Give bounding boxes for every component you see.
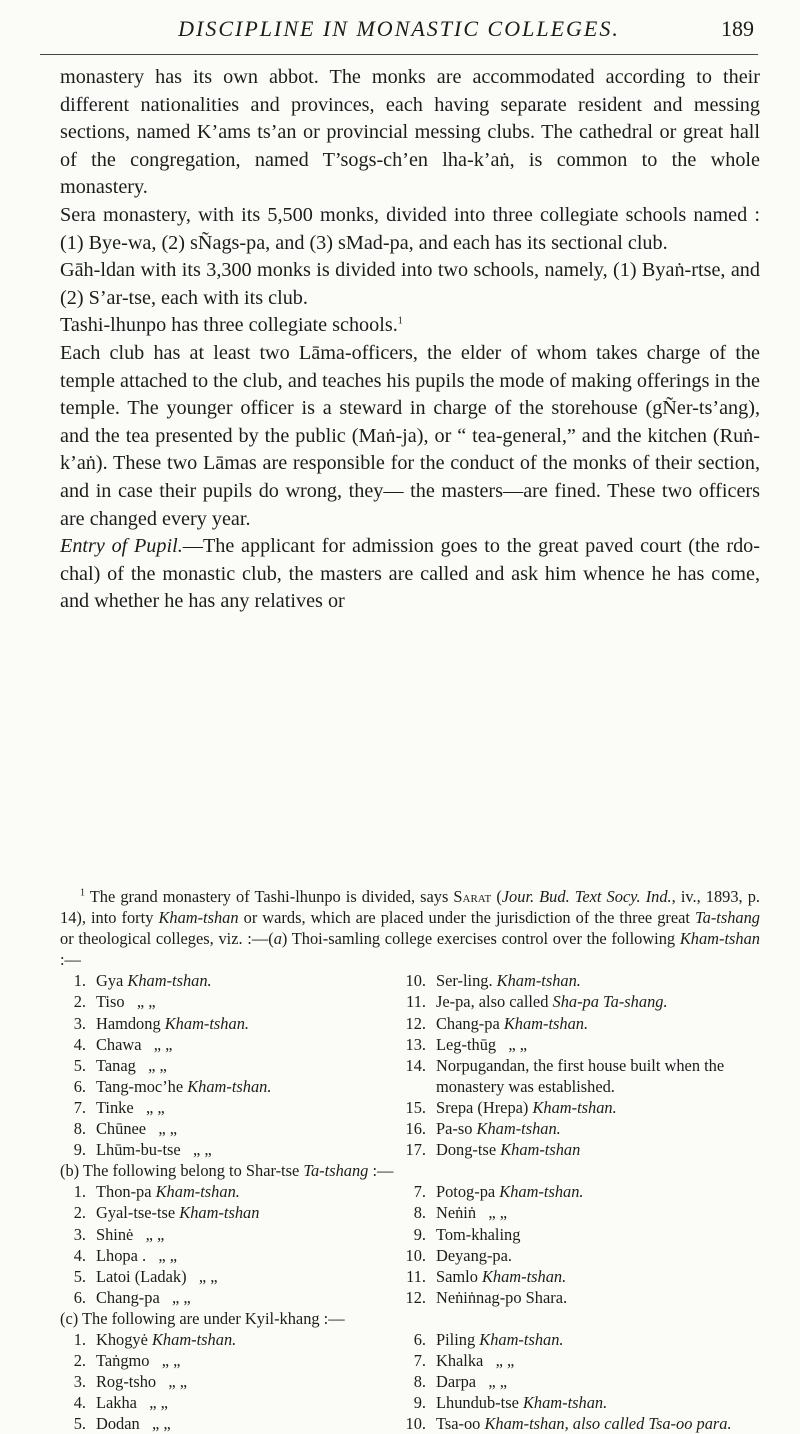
- list-item-text: [436, 1329, 760, 1350]
- list-item-name: Chang-pa: [96, 1287, 160, 1307]
- list-item-text: [96, 1224, 400, 1245]
- footnote-journal: Jour. Bud. Text Socy. Ind.: [501, 887, 672, 906]
- footnote-term: a: [273, 929, 282, 949]
- list-item-number: 6.: [413, 1329, 426, 1349]
- footnote-term: Kham-tshan: [158, 908, 239, 928]
- footnote-intro: [60, 886, 760, 970]
- list-item-number: 4.: [73, 1245, 86, 1265]
- list-item-number: 11.: [406, 992, 426, 1012]
- list-item: [400, 970, 760, 991]
- list-item-name: Thon-pa: [96, 1182, 152, 1202]
- list-item: [400, 1097, 760, 1118]
- list-item-text: [96, 1013, 400, 1034]
- list-item-text: [96, 991, 400, 1012]
- list-item-number: 12.: [405, 1013, 426, 1033]
- list-item-name: Potog-pa: [436, 1182, 496, 1202]
- list-item-text: [436, 970, 760, 991]
- paragraph-text: —The applicant for admission goes to the great paved court (the rdo-chal) of the monastic club, the masters are called and ask him whence he has come, and whether he has any relatives or: [60, 535, 760, 613]
- list-item-name: Leg-thūg: [436, 1034, 497, 1054]
- paragraph: [60, 312, 760, 340]
- list-item-name: Norpugandan, the first house built when the monastery was established.: [436, 1055, 725, 1096]
- list-item-name: Lakha: [96, 1393, 137, 1413]
- list-item-number: 5.: [73, 1266, 86, 1286]
- list-item: [60, 1076, 400, 1097]
- ditto-mark: „ „: [159, 1287, 191, 1307]
- list-item-name: Khogyė: [96, 1329, 148, 1349]
- list-item-number: 2.: [73, 992, 86, 1012]
- list-item: [400, 1266, 760, 1287]
- list-item-number: 17.: [405, 1140, 426, 1160]
- list-item-suffix: Kham-tshan: [496, 1140, 581, 1160]
- ditto-mark: „ „: [156, 1372, 188, 1392]
- list-item-text: [436, 1350, 760, 1371]
- list-item-text: [436, 1181, 760, 1202]
- footnote-text: (: [491, 887, 502, 906]
- footnote: [60, 886, 760, 1434]
- list-item-number: 7.: [413, 1351, 426, 1371]
- list-item-text: [436, 1371, 760, 1392]
- list-item-suffix: Kham-tshan.: [151, 1182, 240, 1202]
- list-item: [60, 1034, 400, 1055]
- list-item: [60, 1202, 400, 1223]
- list-item-text: [96, 1181, 400, 1202]
- list-item-name: Dodan: [96, 1414, 140, 1434]
- list-item-name: Hamdong: [96, 1013, 161, 1033]
- list-item-suffix: Kham-tshan.: [495, 1182, 584, 1202]
- list-item-number: 12.: [405, 1287, 426, 1307]
- list-item-number: 16.: [405, 1119, 426, 1139]
- list-item-text: [96, 1371, 400, 1392]
- list-item-suffix: Kham-tshan.: [147, 1329, 237, 1349]
- footnote-author: Sarat: [453, 887, 492, 906]
- list-item-name: Je-pa, also called: [436, 992, 549, 1012]
- list-item: [60, 1371, 400, 1392]
- list-item-text: [96, 1413, 400, 1434]
- list-a-left-column: [60, 970, 400, 1160]
- list-c: [60, 1329, 760, 1434]
- list-item-text: [436, 1118, 760, 1139]
- list-item-number: 3.: [73, 1013, 86, 1033]
- list-item: [60, 1181, 400, 1202]
- list-item-name: Chūnee: [96, 1119, 147, 1139]
- list-item-name: Neṅiṅnag-po Shara.: [436, 1287, 568, 1307]
- list-item-name: Neṅiṅ: [436, 1203, 477, 1223]
- list-item-number: 3.: [73, 1224, 86, 1244]
- list-item-name: Taṅgmo: [96, 1351, 150, 1371]
- list-item: [400, 1139, 760, 1160]
- list-item-number: 6.: [73, 1076, 86, 1096]
- ditto-mark: „ „: [133, 1097, 165, 1117]
- list-b: [60, 1181, 760, 1308]
- list-item: [60, 1224, 400, 1245]
- list-item-number: 8.: [73, 1119, 86, 1139]
- list-item-number: 10.: [405, 1245, 426, 1265]
- list-item-number: 9.: [413, 1393, 426, 1413]
- list-heading-term: Ta-tshang: [303, 1161, 369, 1181]
- list-item-text: [96, 1245, 400, 1266]
- list-c-right-column: [400, 1329, 760, 1434]
- list-item: [400, 1118, 760, 1139]
- ditto-mark: „ „: [146, 1245, 178, 1265]
- paragraph: Sera monastery, with its 5,500 monks, divided into three collegiate schools named : (1) Bye-wa, (2) sÑags-pa, and (3) sMad-pa, and each has its sectional club.: [60, 203, 760, 254]
- ditto-mark: „ „: [483, 1351, 515, 1371]
- list-item-name: Deyang-pa.: [436, 1245, 512, 1265]
- footnote-text: or wards, which are placed under the jurisdiction of the three great: [238, 908, 696, 928]
- list-item: [60, 1413, 400, 1434]
- running-head-title: DISCIPLINE IN MONASTIC COLLEGES.: [178, 16, 620, 41]
- list-item-suffix: Kham-tshan.: [492, 971, 581, 991]
- ditto-mark: „ „: [476, 1372, 507, 1392]
- list-item-name: Tinke: [96, 1097, 134, 1117]
- list-item-suffix: Kham-tshan.: [183, 1076, 272, 1096]
- list-item: [60, 991, 400, 1012]
- list-item-number: 1.: [73, 971, 86, 991]
- list-item-text: [436, 1013, 760, 1034]
- list-item: [400, 1224, 760, 1245]
- list-item-name: Lhūm-bu-tse: [96, 1140, 181, 1160]
- list-item-number: 1.: [73, 1182, 86, 1202]
- list-item: [60, 1055, 400, 1076]
- list-item-text: [436, 1245, 760, 1266]
- list-item-suffix: Kham-tshan.: [477, 1266, 567, 1286]
- list-a: [60, 970, 760, 1160]
- list-item-number: 11.: [406, 1266, 426, 1286]
- list-item: [400, 1181, 760, 1202]
- list-item: [60, 970, 400, 991]
- ditto-mark: „ „: [133, 1224, 165, 1244]
- ditto-mark: „ „: [149, 1351, 181, 1371]
- list-item-text: [436, 1034, 760, 1055]
- list-item-number: 10.: [405, 1414, 426, 1434]
- list-item: [400, 1371, 760, 1392]
- list-item: [400, 1034, 760, 1055]
- list-item-number: 5.: [73, 1414, 86, 1434]
- list-item: [60, 1350, 400, 1371]
- list-item-name: Latoi (Ladak): [96, 1266, 187, 1286]
- ditto-mark: „ „: [124, 992, 156, 1012]
- list-item: [60, 1139, 400, 1160]
- list-item-name: Khalka: [436, 1351, 484, 1371]
- list-item-text: [436, 1413, 760, 1434]
- list-item-text: [96, 1055, 400, 1076]
- footnote-term: Kham-tshan: [679, 929, 760, 949]
- list-item: [60, 1097, 400, 1118]
- list-item-text: [96, 1329, 400, 1350]
- list-b-left-column: [60, 1181, 400, 1308]
- list-item-text: [96, 1118, 400, 1139]
- list-item: [400, 1392, 760, 1413]
- list-item-name: Chawa: [96, 1034, 142, 1054]
- list-item-name: Gyal-tse-tse: [96, 1203, 176, 1223]
- list-item-number: 10.: [405, 971, 426, 991]
- list-item-name: Samlo: [436, 1266, 478, 1286]
- ditto-mark: „ „: [139, 1414, 171, 1434]
- list-item: [400, 991, 760, 1012]
- footnote-marker: 1: [80, 887, 85, 899]
- list-item-text: [436, 1202, 760, 1223]
- ditto-mark: „ „: [496, 1034, 528, 1054]
- list-item-suffix: Kham-tshan, also called Tsa-oo para.: [480, 1414, 732, 1434]
- list-item-name: Chang-pa: [436, 1013, 500, 1033]
- list-item-text: [436, 1097, 760, 1118]
- list-item-text: [96, 1097, 400, 1118]
- list-item-number: 5.: [73, 1055, 86, 1075]
- list-item-text: [96, 1350, 400, 1371]
- list-item-name: Tang-moc’he: [96, 1076, 184, 1096]
- list-item-number: 1.: [73, 1329, 86, 1349]
- list-heading-text: :—: [368, 1161, 394, 1181]
- list-item-number: 13.: [405, 1034, 426, 1054]
- list-item-number: 8.: [413, 1372, 426, 1392]
- list-item-number: 8.: [413, 1203, 426, 1223]
- list-item: [60, 1266, 400, 1287]
- list-item-number: 4.: [73, 1393, 86, 1413]
- list-item: [400, 1413, 760, 1434]
- ditto-mark: „ „: [186, 1266, 218, 1286]
- list-item-number: 14.: [405, 1055, 426, 1075]
- list-item-name: Pa-so: [436, 1119, 473, 1139]
- list-item-text: [436, 1224, 760, 1245]
- list-item: [400, 1245, 760, 1266]
- list-item-name: Ser-ling.: [436, 971, 493, 991]
- list-item-number: 2.: [73, 1351, 86, 1371]
- list-item-suffix: Kham-tshan.: [518, 1393, 608, 1413]
- list-item-number: 9.: [73, 1140, 86, 1160]
- list-item-text: [96, 1076, 400, 1097]
- list-item-name: Dong-tse: [436, 1140, 497, 1160]
- list-item-suffix: Kham-tshan.: [528, 1097, 617, 1117]
- list-item-text: [96, 1139, 400, 1160]
- list-b-right-column: [400, 1181, 760, 1308]
- footnote-term: Ta-tshang: [695, 908, 760, 928]
- list-item-number: 2.: [73, 1203, 86, 1223]
- paragraph: [60, 533, 760, 616]
- list-item-text: [436, 1055, 760, 1097]
- list-item-name: Tanag: [96, 1055, 136, 1075]
- running-head: [40, 14, 758, 55]
- list-item-name: Tom-khaling: [436, 1224, 521, 1244]
- list-item-suffix: Sha-pa Ta-shang.: [548, 992, 668, 1012]
- list-item-text: [436, 991, 760, 1012]
- list-item: [400, 1013, 760, 1034]
- list-item: [60, 1245, 400, 1266]
- ditto-mark: „ „: [141, 1034, 173, 1054]
- list-item-name: Tiso: [96, 992, 125, 1012]
- list-item-text: [96, 1392, 400, 1413]
- list-item-number: 7.: [413, 1182, 426, 1202]
- list-item-name: Piling: [436, 1329, 476, 1349]
- list-item-text: [96, 1202, 400, 1223]
- ditto-mark: „ „: [146, 1119, 178, 1139]
- list-item-suffix: Kham-tshan.: [472, 1119, 561, 1139]
- list-item-name: Tsa-oo: [436, 1414, 481, 1434]
- list-item-text: [436, 1287, 760, 1308]
- list-item-suffix: Kham-tshan.: [160, 1013, 249, 1033]
- list-item-text: [96, 970, 400, 991]
- paragraph-text: Tashi-lhunpo has three collegiate schools.: [60, 314, 398, 337]
- list-item: [60, 1392, 400, 1413]
- list-c-heading: (c) The following are under Kyil-khang :—: [60, 1308, 345, 1328]
- list-item-number: 6.: [73, 1287, 86, 1307]
- list-item-number: 3.: [73, 1372, 86, 1392]
- list-item-text: [436, 1266, 760, 1287]
- list-item-text: [436, 1392, 760, 1413]
- list-heading-text: (b) The following belong to Shar-tse: [60, 1161, 300, 1181]
- list-item: [60, 1329, 400, 1350]
- list-item-name: Shinė: [96, 1224, 134, 1244]
- list-item-name: Rog-tsho: [96, 1372, 157, 1392]
- footnote-text: ) Thoi-samling college exercises control over the following: [281, 929, 680, 949]
- list-b-heading: [60, 1160, 760, 1181]
- list-item-name: Lhopa .: [96, 1245, 147, 1265]
- footnote-text: The grand monastery of Tashi-lhunpo is divided, says: [89, 887, 454, 906]
- ditto-mark: „ „: [180, 1140, 212, 1160]
- list-item-number: 15.: [405, 1097, 426, 1117]
- list-item: [60, 1287, 400, 1308]
- list-item-suffix: Kham-tshan.: [499, 1013, 589, 1033]
- list-item: [400, 1202, 760, 1223]
- ditto-mark: „ „: [136, 1393, 168, 1413]
- ditto-mark: „ „: [476, 1203, 508, 1223]
- paragraph: Each club has at least two Lāma-officers, the elder of whom takes charge of the temple attached to the club, and teaches his pupils the mode of making offerings in the temple. The younger officer is a steward in charge of the storehouse (gÑer-ts’ang), and the tea presented by the public (Maṅ-ja), or “ tea-general,” and the kitchen (Ruṅ-k’aṅ). These two Lāmas are responsible for the conduct of the monks of their section, and in case their pupils do wrong, they— the masters—are fined. These two officers are changed every year.: [60, 341, 760, 530]
- section-heading: Entry of Pupil.: [60, 535, 183, 558]
- paragraph: Gāh-ldan with its 3,300 monks is divided into two schools, namely, (1) Byaṅ-rtse, and (2) S’ar-tse, each with its club.: [60, 259, 760, 309]
- paragraph: monastery has its own abbot. The monks are accommodated according to their different nationalities and provinces, each having separate resident and messing sections, named K’ams ts’an or provincial messing clubs. The cathedral or great hall of the congregation, named T’sogs-ch’en lha-k’aṅ, is common to the whole monastery.: [60, 66, 760, 199]
- ditto-mark: „ „: [135, 1055, 167, 1075]
- footnote-reference: 1: [397, 315, 403, 327]
- list-item: [400, 1287, 760, 1308]
- list-item-name: Darpa: [436, 1372, 477, 1392]
- list-item-name: Gya: [96, 971, 124, 991]
- list-item-number: 4.: [73, 1034, 86, 1054]
- list-item-text: [436, 1139, 760, 1160]
- list-item-text: [96, 1266, 400, 1287]
- page-number: 189: [721, 16, 754, 41]
- footnote-text: , iv., 1893, p. 14), into forty: [60, 887, 760, 928]
- list-item-name: Srepa (Hrepa): [436, 1097, 529, 1117]
- footnote-text: or theological colleges, viz. :—(: [60, 929, 274, 949]
- body-text: [60, 64, 760, 616]
- list-item: [400, 1329, 760, 1350]
- list-item: [400, 1055, 760, 1097]
- list-item-number: 9.: [413, 1224, 426, 1244]
- list-item-text: [96, 1034, 400, 1055]
- list-item: [60, 1013, 400, 1034]
- list-item-text: [96, 1287, 400, 1308]
- list-item-name: Lhundub-tse: [436, 1393, 519, 1413]
- list-item-suffix: Kham-tshan: [175, 1203, 260, 1223]
- list-item-suffix: Kham-tshan.: [475, 1329, 564, 1349]
- list-a-right-column: [400, 970, 760, 1160]
- list-item: [60, 1118, 400, 1139]
- list-c-left-column: [60, 1329, 400, 1434]
- list-item: [400, 1350, 760, 1371]
- footnote-text: :—: [60, 950, 81, 970]
- list-item-suffix: Kham-tshan.: [123, 971, 212, 991]
- list-item-number: 7.: [73, 1097, 86, 1117]
